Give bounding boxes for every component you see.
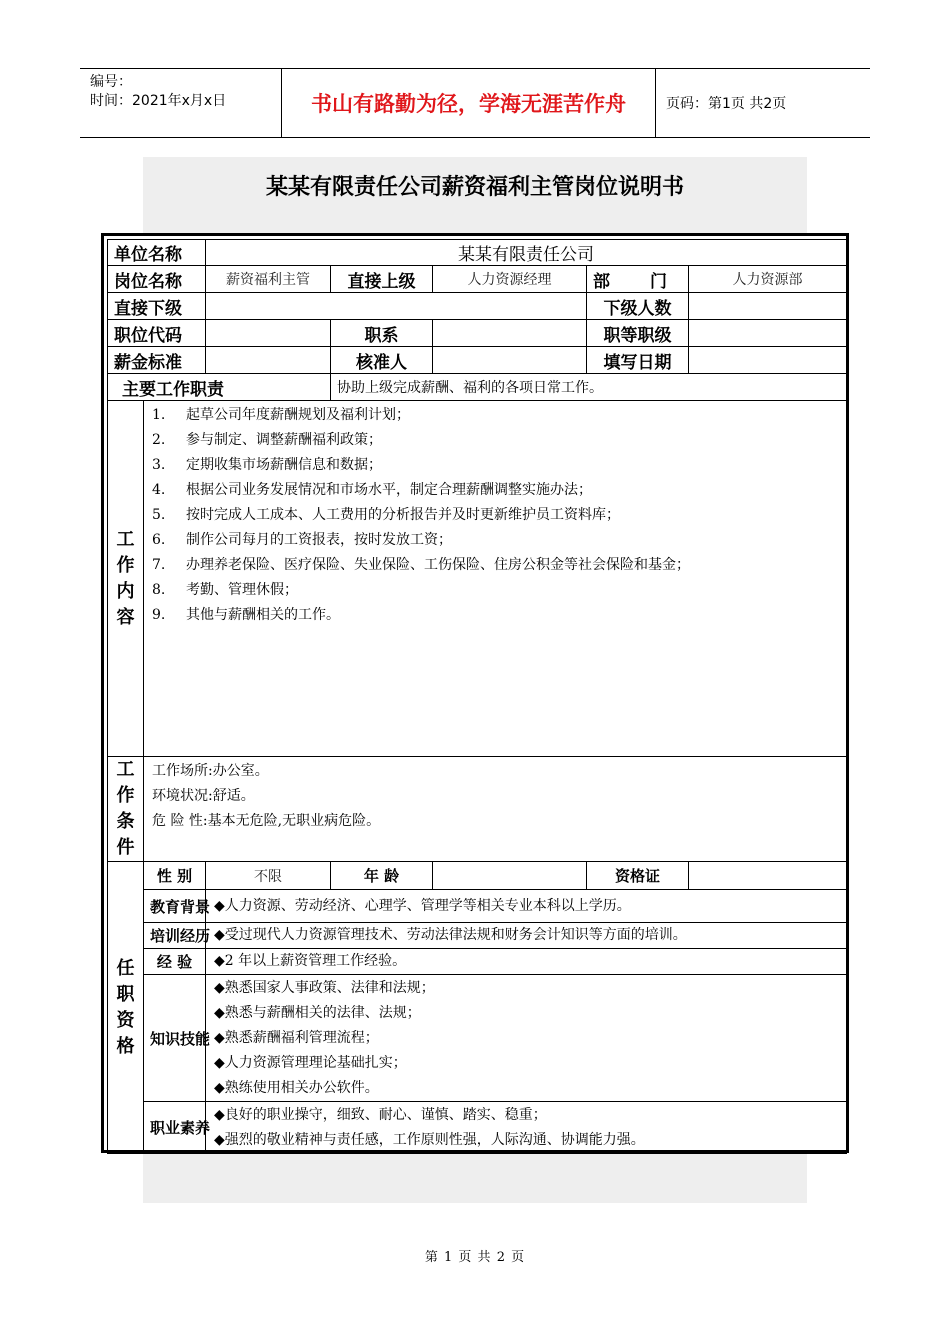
skills-list: [206, 975, 847, 1102]
list-item: 1. 起草公司年度薪酬规划及福利计划；: [152, 407, 410, 423]
row-qualities: [108, 1102, 847, 1154]
work-content-label: [108, 401, 144, 757]
unit-name-value: 某某有限责任公司: [206, 240, 847, 266]
direct-subordinate-value: [206, 293, 587, 320]
gender-label: 性 别: [144, 862, 206, 890]
list-item: ◆人力资源、劳动经济、心理学、管理学等相关专业本科以上学历。: [214, 897, 631, 914]
page-header: [80, 68, 870, 138]
salary-standard-value: [206, 347, 331, 374]
position-name-value: 薪资福利主管: [206, 266, 331, 293]
header-motto: 书山有路勤为径，学海无涯苦作舟: [281, 69, 656, 137]
fill-date-label: 填写日期: [587, 347, 689, 374]
experience-list: [206, 949, 847, 975]
subordinate-count-label: 下级人数: [587, 293, 689, 320]
main-duty-label: 主要工作职责: [108, 374, 331, 401]
list-item: ◆强烈的敬业精神与责任感，工作原则性强，人际沟通、协调能力强。: [214, 1131, 645, 1148]
row-work-conditions: [108, 757, 847, 862]
list-item: ◆熟悉薪酬福利管理流程；: [214, 1029, 379, 1046]
certificate-value: [689, 862, 847, 890]
row-skills: [108, 975, 847, 1102]
job-series-value: [433, 320, 587, 347]
work-conditions-list: [144, 757, 847, 862]
row-experience: [108, 949, 847, 975]
direct-superior-label: 直接上级: [331, 266, 433, 293]
qualifications-label: [108, 862, 144, 1154]
direct-subordinate-label: 直接下级: [108, 293, 206, 320]
list-item: ◆良好的职业操守，细致、耐心、谨慎、踏实、稳重；: [214, 1106, 547, 1123]
direct-superior-value: 人力资源经理: [433, 266, 587, 293]
department-value: 人力资源部: [689, 266, 847, 293]
qualities-label: 职业素养: [144, 1102, 206, 1154]
header-meta: [80, 69, 281, 137]
job-series-label: 职系: [331, 320, 433, 347]
list-item: 5. 按时完成人工成本、人工费用的分析报告并及时更新维护员工资料库；: [152, 507, 620, 523]
position-code-value: [206, 320, 331, 347]
training-list: [206, 923, 847, 949]
list-item: 2. 参与制定、调整薪酬福利政策；: [152, 432, 382, 448]
row-training: [108, 923, 847, 949]
grade-value: [689, 320, 847, 347]
work-conditions-label: [108, 757, 144, 862]
row-unit-name: [108, 240, 847, 266]
position-name-label: 岗位名称: [108, 266, 206, 293]
job-description-table: [107, 239, 847, 1154]
qualifications-label-text: 任职资格: [116, 957, 135, 1057]
list-item: ◆熟悉与薪酬相关的法律、法规；: [214, 1004, 421, 1021]
experience-label: 经 验: [144, 949, 206, 975]
list-item: ◆熟悉国家人事政策、法律和法规；: [214, 979, 435, 996]
main-duty-value: 协助上级完成薪酬、福利的各项日常工作。: [331, 374, 847, 401]
training-label: 培训经历: [144, 923, 206, 949]
row-qual-basic: [108, 862, 847, 890]
department-label: 部门: [587, 266, 689, 293]
unit-name-label: 单位名称: [108, 240, 206, 266]
time-label: 时间：2021年x月x日: [90, 93, 227, 109]
skills-label: 知识技能: [144, 975, 206, 1102]
list-item: ◆人力资源管理理论基础扎实；: [214, 1054, 407, 1071]
document-title: 某某有限责任公司薪资福利主管岗位说明书: [265, 175, 684, 200]
header-page-info: 页码：第1页 共2页: [666, 96, 787, 112]
list-item: 7. 办理养老保险、医疗保险、失业保险、工伤保险、住房公积金等社会保险和基金；: [152, 557, 690, 573]
page-footer: 第 1 页 共 2 页: [424, 1250, 526, 1265]
list-item: 9. 其他与薪酬相关的工作。: [152, 607, 340, 623]
work-content-label-text: 工作内容: [116, 528, 135, 628]
list-item: 3. 定期收集市场薪酬信息和数据；: [152, 457, 382, 473]
work-content-list: [144, 401, 847, 757]
list-item: 4. 根据公司业务发展情况和市场水平，制定合理薪酬调整实施办法；: [152, 482, 592, 498]
list-item: ◆2 年以上薪资管理工作经验。: [214, 953, 407, 969]
row-subordinate: [108, 293, 847, 320]
position-code-label: 职位代码: [108, 320, 206, 347]
row-salary-standard: [108, 347, 847, 374]
row-position: [108, 266, 847, 293]
education-label: 教育背景: [144, 890, 206, 923]
row-main-duty: [108, 374, 847, 401]
row-work-content: [108, 401, 847, 757]
approver-label: 核准人: [331, 347, 433, 374]
qualities-list: [206, 1102, 847, 1154]
education-list: [206, 890, 847, 923]
certificate-label: 资格证: [587, 862, 689, 890]
fill-date-value: [689, 347, 847, 374]
age-label: 年 龄: [331, 862, 433, 890]
list-item: 环境状况:舒适。: [152, 788, 255, 804]
age-value: [433, 862, 587, 890]
list-item: 工作场所:办公室。: [152, 763, 269, 779]
approver-value: [433, 347, 587, 374]
job-description-table-frame: [101, 233, 849, 1153]
serial-label: 编号：: [90, 74, 132, 90]
row-education: [108, 890, 847, 923]
row-position-code: [108, 320, 847, 347]
list-item: 6. 制作公司每月的工资报表，按时发放工资；: [152, 532, 452, 548]
list-item: ◆受过现代人力资源管理技术、劳动法律法规和财务会计知识等方面的培训。: [214, 927, 687, 943]
list-item: 危 险 性:基本无危险,无职业病危险。: [152, 813, 381, 829]
gender-value: 不限: [206, 862, 331, 890]
subordinate-count-value: [689, 293, 847, 320]
grade-label: 职等职级: [587, 320, 689, 347]
salary-standard-label: 薪金标准: [108, 347, 206, 374]
list-item: 8. 考勤、管理休假；: [152, 582, 298, 598]
work-conditions-label-text: 工作条件: [116, 759, 135, 858]
list-item: ◆熟练使用相关办公软件。: [214, 1079, 379, 1096]
